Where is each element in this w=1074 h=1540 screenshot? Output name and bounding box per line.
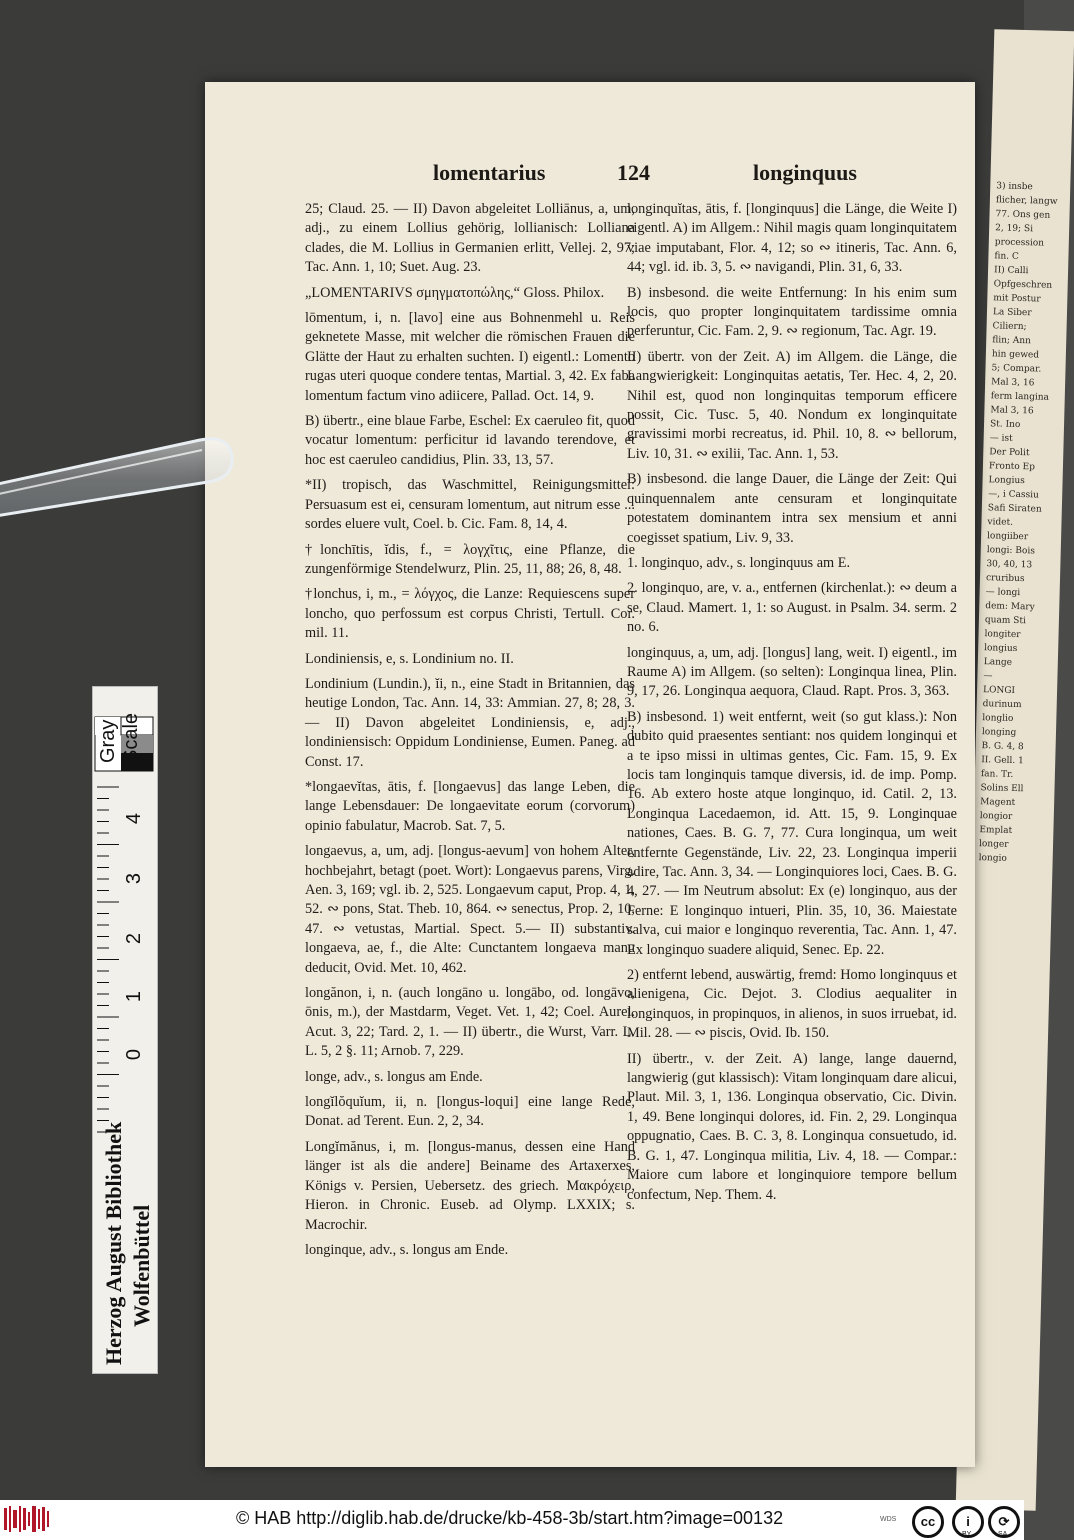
facing-page-text: 3) insbe flicher, langw 77. Ons gen 2, 19; Si procession fin. C II) Calli Opfgeschren mit Postur La Siber Ciliern; flin; Ann hin gewed 5; Compar. Mal 3, 16 ferm langina Mal 3, 16 St. Ino — ist Der Polit Fronto Ep Longius —, i Cassiu Safi Siraten videt. longiiber longi: Bois 30, 40, 13 cruribus — longi dem: Mary quam Sti longiter longius Lange — LONGI durinum longlio longing B. G. 4, 8 II. Gell. 1 fan. Tr. Solins Ell Magent longior Emplat longer longio <box>978 181 1058 864</box>
gray-scale-label: Gray Scale <box>97 712 142 763</box>
share-alike-icon: ⟳ <box>988 1506 1020 1538</box>
dictionary-entry: 1. longinquo, adv., s. longinquus am E. <box>627 554 851 571</box>
left-column <box>305 200 635 1266</box>
footer-bar <box>0 1500 1024 1540</box>
dictionary-entry: B) insbesond. die weite Entfernung: In his enim sum locis, quo propter longinquitatem tardissime omnia perferuntur, Cic. Fam. 2, 9. ∾ regionum, Tac. Agr. 19. <box>627 284 957 340</box>
dictionary-entry: B) insbesond. die lange Dauer, die Länge der Zeit: Qui quinquennalem ante censuram et longinquitate potestatem dominantem intra sex mensium et anni coegisset spatium, Liv. 9, 33. <box>627 471 957 546</box>
book-page <box>205 82 975 1467</box>
cc-by-label: BY <box>962 1531 972 1538</box>
footer-small-text: WDS <box>880 1516 897 1523</box>
barcode-logo-icon <box>4 1504 50 1534</box>
dictionary-entry: B) insbesond. 1) weit entfernt, weit (so gut klass.): Non dubito quid praesentes sentiant: nos quidem longinqui et a te ipso missi in ultimas gentes, Cic. Fam. 15, 9. Ex locis tam longinquis tamque diversis, id. de imp. Pomp. 16. Ab extero hoste atque longinquo, id. Catil. 2, 13. Longinqua Lacedaemon, id. Att. 15, 9. Longinquae nationes, Caes. B. G. 7, 77. Cura longinqua, um weit entfernte Gegenstände, Liv. 22, 23. Longinqua imperii adire, Tac. Ann. 3, 34. — Longinquiores loci, Caes. B. G. 4, 27. — Im Neutrum absolut: Ex (e) longinquo, aus der Ferne: E longinquo intueri, Plin. 35, 10, 36. Maiestate salva, cui maior e longinquo reverentia, Tac. Ann. 1, 47. Ex longinquo suadere aliquid, Senec. Ep. 22. <box>627 708 957 958</box>
color-scale-ruler <box>92 686 158 1374</box>
dictionary-entry: *II) tropisch, das Waschmittel, Reinigungsmittel: Persuasum est ei, censuram lomentum, aut nitrum esse ... sordes eluere vult, Coel. b. Cic. Fam. 8, 14, 4. <box>305 477 635 533</box>
dictionary-entry: 2) entfernt lebend, auswärtig, fremd: Homo longinquus et alienigena, Cic. Dejot. 3. Clodius aequaliter in longinquos, in propinquos, in alienos, in suos irruebat, id. Mil. 28. — ∾ piscis, Ovid. Ib. 150. <box>627 967 957 1042</box>
ruler-number-3: 3 <box>123 872 146 885</box>
right-column <box>627 200 957 1211</box>
dictionary-entry: Longĭmănus, i, m. [longus-manus, dessen eine Hand länger ist als die andere] Beiname des Artaxerxes, Königs v. Persien, Uebersetz. des griech. Μακρόχειρ, Hieron. in Chronic. Euseb. ad Olymp. LXXIX; s. Macrochir. <box>305 1138 635 1233</box>
dictionary-entry: †lonchus, i, m., = λόγχος, die Lanze: Requiescens super loncho, quo perfossum est corpus Christi, Tertull. Cor. mil. 11. <box>305 586 635 642</box>
dictionary-entry: B) übertr., eine blaue Farbe, Eschel: Ex caeruleo fit, quod vocatur lomentum: perficitur id lavando terendove, et hoc est caeruleo candidius, Plin. 33, 13, 57. <box>305 413 635 468</box>
dictionary-entry: longaevus, a, um, adj. [longus-aevum] von hohem Alter, hochbejahrt, betagt (poet. Wort): Longaevus parens, Virg. Aen. 3, 169; vgl. ib. 2, 525. Longaevum caput, Prop. 4, 1, 52. ∾ pons, Stat. Theb. 10, 864. ∾ senectus, Prop. 2, 10, 47. ∾ vetustas, Martial. Spect. 5.— II) substantiv. longaeva, ae, f., die Alte: Cunctantem longaeva manu deducit, Ovid. Met. 10, 462. <box>305 843 635 976</box>
dictionary-entry: „LOMENTARIVS σμηγματοπώλης,“ Gloss. Philox. <box>305 284 605 301</box>
ruler-number-1: 1 <box>123 990 146 1003</box>
dictionary-entry: Londiniensis, e, s. Londinium no. II. <box>305 650 514 667</box>
page-number: 124 <box>617 160 650 185</box>
dictionary-entry: 2. longinquo, are, v. a., entfernen (kirchenlat.): ∾ deum a se, Claud. Mamert. 1, 1: so August. in Psalm. 34. serm. 2 no. 6. <box>627 580 957 636</box>
cc-sa-label: SA <box>998 1531 1008 1538</box>
dictionary-entry: II) übertr., v. der Zeit. A) lange, lange dauernd, langwierig (gut klassisch): Vitam longinquam dare alicui, Plaut. Mil. 3, 1, 136. Longinqua observatio, Cic. Divin. 1, 49. Bene longinqui dolores, id. Fin. 2, 29. Longinqua oppugnatio, Caes. B. C. 3, 8. Longinqua consuetudo, id. B. G. 1, 47. Longinqua militia, Liv. 4, 18. — Compar.: Maiore cum labore et longinquiore tempore bellum confectum, Nep. Them. 4. <box>627 1050 957 1203</box>
dictionary-entry: lōmentum, i, n. [lavo] eine aus Bohnenmehl u. Reis geknetete Masse, mit welcher die römischen Frauen die Glätte der Haut zu erhalten suchten. I) eigentl.: Lomento rugas uteri quoque condere tentas, Martial. 3, 42. Ex faba lomentum factum vino adiicere, Pallad. Oct. 14, 9. <box>305 310 635 404</box>
source-url[interactable]: © HAB http://diglib.hab.de/drucke/kb-458-3b/start.htm?image=00132 <box>236 1508 784 1528</box>
ruler-number-4: 4 <box>123 812 146 825</box>
dictionary-entry: longinquus, a, um, adj. [longus] lang, weit. I) eigentl., im Raume A) im Allgem. (so selten): Longinqua linea, Plin. 9, 17, 26. Longinqua aequora, Claud. Rapt. Pros. 3, 363. <box>627 644 957 700</box>
dictionary-entry: †lonchītis, ĭdis, f., = λογχῖτις, eine Pflanze, die zungenförmige Stendelwurz, Plin. 25, 11, 88; 26, 8, 48. <box>305 541 635 577</box>
dictionary-entry: II) übertr. von der Zeit. A) im Allgem. die Länge, die Langwierigkeit: Longinquitas aetatis, Ter. Hec. 4, 2, 20. Nihil est, quod non longinquitas temporum efficere possit, Cic. Tusc. 5, 40. Nondum ex longinquitate gravissimi morbi recreatus, id. Phil. 10, 8. ∾ bellorum, Liv. 10, 31. ∾ exilii, Tac. Ann. 1, 53. <box>627 348 957 462</box>
running-head-left: lomentarius <box>433 160 546 185</box>
ruler-number-2: 2 <box>123 932 146 945</box>
dictionary-entry: longe, adv., s. longus am Ende. <box>305 1068 483 1085</box>
dictionary-entry: longĭlŏquĭum, ii, n. [longus-loqui] eine lange Rede, Donat. ad Terent. Eun. 2, 2, 34. <box>305 1094 635 1130</box>
ruler-number-0: 0 <box>123 1048 146 1061</box>
dictionary-entry: *longaevĭtas, ātis, f. [longaevus] das lange Leben, die lange Lebensdauer: De longaevitate eorum (corvorum) opinio fabulatur, Macrob. Sat. 7, 5. <box>305 778 635 834</box>
attribution-icon: i <box>952 1506 984 1538</box>
magnifier-lens <box>0 420 260 520</box>
dictionary-entry: Londinium (Lundin.), ĭi, n., eine Stadt in Britannien, das heutige London, Tac. Ann. 14, 33: Ammian. 27, 8; 28, 3. — II) Davon abgeleitet Londiniensis, e, adj., londiniensisch: Oppidum Londiniense, Eumen. Paneg. ad Const. 17. <box>305 675 635 770</box>
dictionary-entry: longinquĭtas, ātis, f. [longinquus] die Länge, die Weite I) eigentl. A) im Allgem.: Nihil magis quam longinquitatem viae imputabant, Flor. 4, 12; so ∾ itineris, Tac. Ann. 6, 44; vgl. id. ib. 3, 5. ∾ navigandi, Plin. 31, 6, 33. <box>627 201 957 276</box>
running-head-right: longinquus <box>753 160 857 185</box>
library-name: Herzog August Bibliothek <box>101 1121 126 1365</box>
creative-commons-badge[interactable] <box>910 1502 1022 1538</box>
dictionary-entry: 25; Claud. 25. — II) Davon abgeleitet Lolliānus, a, um, adj., zu einem Lollius gehörig, lollianisch: Lolliana clades, die M. Lollius in Germanien erlitt, Vellej. 2, 97; Tac. Ann. 1, 10; Suet. Aug. 23. <box>305 201 635 276</box>
cc-icon: cc <box>912 1506 944 1538</box>
library-city: Wolfenbüttel <box>129 1204 154 1327</box>
dictionary-entry: longănon, i, n. (auch longāno u. longābo, od. longāvo, ōnis, m.), der Mastdarm, Veget. Vet. 1, 42; Coel. Aurel. Acut. 3, 22; Tard. 2, 1. — II) übertr., die Wurst, Varr. L. L. 5, 2 §. 11; Arnob. 7, 229. <box>305 985 635 1060</box>
dictionary-entry: longinque, adv., s. longus am Ende. <box>305 1241 509 1258</box>
